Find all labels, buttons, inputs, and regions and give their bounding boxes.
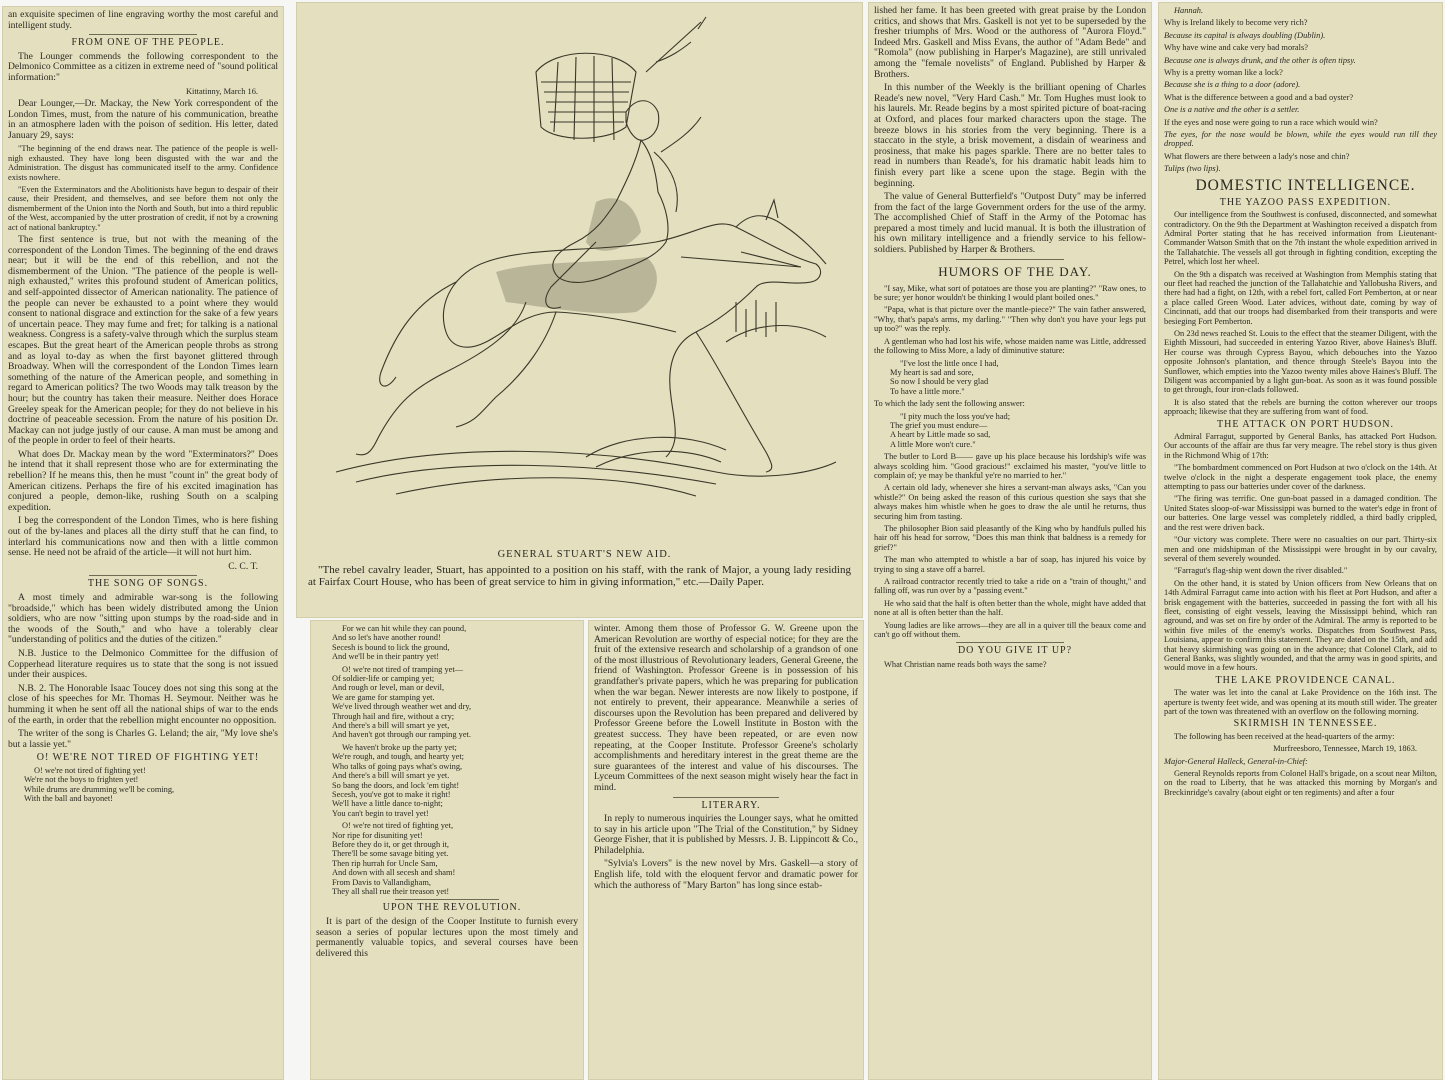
- riddle-answer-0: Hannah.: [1174, 6, 1204, 15]
- paragraph-1: The first sentence is true, but not with the meaning of the correspondent of the London Times. The beginning of the end draws near; but it will be the end of this rebellion, and not the dismemberment of the Union. "The patience of the people is well-nigh exhausted," writes this profound student of American politics, and self-appointed dissector of American nationality. The patience of the people can never be exhausted to a point where they would consent to national disgrace and extinction for the sake of a few years of uncertain peace. They may fume and fret; for talking is a national weakness. Congress is a safety-valve through which the surplus steam escapes. But the great heart of the American people throbs as strong and as loyal to-day as when the first bayonet glittered through Broadway. When will the correspondent of the London Times learn something of the nature of the American people, and something in regard to American politics? The two Woods may talk treason by the hour; but the country has taken their measure. Neither does Horace Greeley speak for the American people; for they do not believe in his doctrine of peaceable secession. From the nature of his position Dr. Mackay can not judge justly of our cause. A man must be among and of the people in order to feel of their hearts.: [8, 234, 278, 447]
- shading: [496, 198, 657, 313]
- divider: [956, 259, 1065, 260]
- stanza-3: We haven't broke up the party yet; We're rough, and tough, and hearty yet; Who talks of going pays what's owing, And there's a bill will smart ye yet. So bang the doors, and lock 'em tight! Secesh, you've got to make it right! We'll have a little dance to-night; You can't begin to travel yet!: [332, 742, 464, 818]
- riddle-a3: Because she is a thing to a door (adore).: [1164, 80, 1301, 90]
- reade-text: In this number of the Weekly is the brilliant opening of Charles Reade's new novel, "Very Hard Cash." Mr. Tom Hughes must look to his laurels. Mr. Reade begins by a most spirited picture of boat-racing at Oxford, and places four marked characters upon the stage. The breeze blows in his stories from the very beginning. There is a staccato in the style, a brisk movement, a disdain of weariness and prosiness, that make his pages sparkle. There are no better tales to read in numbers than Reade's, for his dramatic habit leads him to finish every part like a scene upon the stage. Begin with the beginning.: [874, 82, 1146, 189]
- yazoo-2: On the 9th a dispatch was received at Washington from Memphis stating that our fleet had reached the junction of the Tallahatchie and Yallobusha Rivers, and there had had a fight, on 12th, with a rebel fort, called Fort Pemberton, at or near a place called Green Wood. Later advices, without date, coming by way of Cincinnati, add that our troops had disembarked from their transports and were besieging Fort Pemberton.: [1164, 269, 1437, 326]
- song-lines: O! we're not tired of fighting yet! We're not the boys to frighten yet! While drums are drumming we'll be coming, With the ball and bayonet!: [24, 765, 175, 803]
- riddle-a4: One is a native and the other is a settler.: [1164, 105, 1300, 115]
- rider-figure: [626, 101, 659, 141]
- humor-8: The man who attempted to whistle a bar of soap, has injured his voice by trying to sing a stave off a barrel.: [874, 555, 1146, 574]
- clipping-column-3: [588, 620, 864, 1080]
- riddle-a2: Because one is always drunk, and the other is often tipsy.: [1164, 55, 1356, 65]
- illustration-title: GENERAL STUART'S NEW AID.: [497, 549, 672, 560]
- skirmish-dateline: Murfreesboro, Tennessee, March 19, 1863.: [1273, 744, 1417, 754]
- illustration-caption: "The rebel cavalry leader, Stuart, has appointed to a position on his staff, with the rank of Major, a young lady residing at Fairfax Court House, who has been of great service to him in giving information," etc.—Daily Paper.: [308, 563, 851, 588]
- hudson-5: "Farragut's flag-ship went down the river disabled.": [1174, 566, 1348, 576]
- heading-domestic-intelligence: DOMESTIC INTELLIGENCE.: [1195, 176, 1416, 194]
- heading-literary: LITERARY.: [701, 799, 761, 811]
- heading-do-you-give-it-up: DO YOU GIVE IT UP?: [957, 645, 1073, 657]
- riddle-q1: Why is Ireland likely to become very rich?: [1164, 18, 1308, 28]
- signature: C. C. T.: [228, 560, 258, 572]
- clipping-column-5: [1158, 2, 1443, 1080]
- sub-yazoo: THE YAZOO PASS EXPEDITION.: [1219, 196, 1392, 208]
- sub-skirmish: SKIRMISH IN TENNESSEE.: [1233, 718, 1378, 730]
- hudson-6: On the other hand, it is stated by Union officers from New Orleans that on 14th Admiral Farragut came into action with his fleet at Port Hudson, and after a brisk engagement with the batteries, succeeded in passing the fort with all his fleet, consisting of eight vessels, leaving the Mississippi behind, which ran aground, and was set on fire by order of the Admiral. The army is reported to be within five miles of the enemy's works. Dispatches from Southwest Pass, Louisiana, appear to confirm this statement. They are dated on the 15th, and add that heavy skirmishing was going on in the advance; that Colonel Clark, aid to General Banks, was slightly wounded, and that the army was in good spirits, and would move in a few hours.: [1164, 578, 1437, 673]
- gaskell-continued: lished her fame. It has been greeted with great praise by the London critics, and shows that Mrs. Gaskell is not yet to be superseded by the fresher triumphs of Mrs. Wood or the authoress of "Aurora Floyd." Indeed Mrs. Gaskell and Miss Evans, the author of "Adam Bede" and "Romola" (now publishing in Harper's Magazine), are still unrivaled among the "female novelists" of England. Published by Harper & Brothers.: [874, 5, 1146, 80]
- humor-6: A certain old lady, whenever she hires a servant-man always asks, "Can you whistle?" On being asked the reason of this curious question she says that she always makes him whistle when he goes to draw the ale until he returns, thus securing him from tasting.: [874, 483, 1146, 521]
- riddle-q2: Why have wine and cake very bad morals?: [1164, 43, 1308, 53]
- skirmish-1: The following has been received at the head-quarters of the army:: [1174, 731, 1395, 741]
- humor-verse-1: "I've lost the little once I had, My heart is sad and sore, So now I should be very glad To have a little more.": [890, 358, 999, 396]
- song-intro: A most timely and admirable war-song is the following "broadside," which has been widely distributed among the Union soldiers, who are now "sitting upon stumps by the road-side and in the woods of the South," and who have a tolerably clear "understanding of politics and the duties of the citizen.": [8, 592, 278, 646]
- humor-verse-2: "I pity much the loss you've had; The grief you must endure— A heart by Little made so sad, A little More won't cure.": [890, 411, 1011, 449]
- riddle-a5: The eyes, for the nose would be blown, while the eyes would run till they dropped.: [1164, 130, 1437, 149]
- humor-3: A gentleman who had lost his wife, whose maiden name was Little, addressed the following to Miss More, a lady of diminutive stature:: [874, 336, 1146, 356]
- humor-9: A railroad contractor recently tried to take a ride on a "train of thought," and falling off, was run over by a "passing event.": [874, 577, 1146, 596]
- winter-text: winter. Among them those of Professor G. W. Greene upon the American Revolution are worthy of especial notice; for they are the fruit of the extensive research and scholarship of a grandson of one of the most illustrious of Revolutionary leaders, General Greene, the friend of Washington. Professor Greene is in possession of his grandfather's private papers, which he was preparing for publication when the war began. Newer interests are now likely to postpone, if not entirely to prevent, their appearance. Meanwhile a series of discourses upon the Revolution has been prepared and delivered by Professor Greene before the Lowell Institute in Boston with the greatest success. They have been repeated, or are even now repeating, at the Cooper Institute. Professor Greene's scholarly accomplishments and hereditary interest in the great theme are the sure guarantees of the interest and value of his discourses. The Lyceum Committees of the next season might wisely hear the fact in mind.: [594, 623, 858, 793]
- humor-4: To which the lady sent the following answer:: [874, 399, 1025, 409]
- literary-1: In reply to numerous inquiries the Lounger says, what he omitted to say in his article upon "The Trial of the Constitution," by Sidney George Fisher, that it is published by Messrs. J. B. Lippincott & Co., Philadelphia.: [594, 813, 858, 856]
- hudson-2: "The bombardment commenced on Port Hudson at two o'clock on the 14th. At twelve o'clock in the night a desperate engagement took place, the enemy attempting to pass our batteries under cover of the darkness.: [1164, 463, 1437, 492]
- divider: [89, 34, 197, 35]
- quote-1: "The beginning of the end draws near. The patience of the people is well-nigh exhausted. They have long been disgusted with the war and the Administration. The disgust has communicated itself to the army. Confidence exists nowhere.: [8, 144, 278, 182]
- paragraph-2: What does Dr. Mackay mean by the word "Exterminators?" Does he intend that it shall represent those who are for exterminating the rebellion? If he means this, then he must "count in" the great body of American citizens. Perhaps the fire of his excited imagination has conjured a people, demon-like, rushing South on a scalping expedition.: [8, 448, 278, 513]
- riddle-q4: What is the difference between a good and a bad oyster?: [1164, 92, 1354, 102]
- illustration-clipping: [296, 2, 863, 618]
- song-writer: The writer of the song is Charles G. Leland; the air, "My love she's but a lassie yet.": [8, 728, 278, 750]
- yazoo-1: Our intelligence from the Southwest is confused, disconnected, and somewhat contradictory. On the 9th the Department at Washington received a dispatch from Admiral Porter stating that he has received information from Lieutenant-Commander Watson Smith that on the 7th instant the whole expedition arrived in the Tallahatchie. The vessels all got through in fighting condition, excepting the Petrel, which lost her wheel.: [1164, 210, 1437, 267]
- humor-11: Young ladies are like arrows—they are all in a quiver till the beaux come and can't go off without them.: [874, 620, 1146, 640]
- song-title: O! WE'RE NOT TIRED OF FIGHTING YET!: [36, 752, 260, 764]
- divider: [956, 642, 1065, 643]
- riddle-a6: Tulips (two lips).: [1164, 164, 1221, 174]
- sub-port-hudson: THE ATTACK ON PORT HUDSON.: [1217, 418, 1394, 430]
- stanza-2: O! we're not tired of tramping yet— Of soldier-life or camping yet; And rough or level, man or devil, We are game for stamping yet. We've lived through weather wet and dry, Through hail and fire, without a cry; And there's a bill will smart ye yet, And haven't got through our ramping yet.: [332, 664, 472, 740]
- intro-text: The Lounger commends the following correspondent to the Delmonico Committee as a citizen in extreme need of "sound political information:": [8, 50, 278, 83]
- yazoo-4: It is also stated that the rebels are burning the cotton wherever our troops approach; likewise that they are suffering from want of food.: [1164, 397, 1437, 417]
- divider: [395, 899, 500, 900]
- nb-1: N.B. Justice to the Delmonico Committee for the diffusion of Copperhead literature requires us to state that the song is not issued under their auspices.: [8, 647, 278, 681]
- humor-10: He who said that the half is often better than the whole, might have added that none at all is often better than the half.: [874, 598, 1146, 618]
- skirmish-2: General Reynolds reports from Colonel Hall's brigade, on a scout near Milton, on the road to Liberty, that he was attacked this morning by Morgan's and Breckinridge's cavalry (about eight or ten regiments) and after a four: [1164, 769, 1437, 797]
- heading-upon-the-revolution: UPON THE REVOLUTION.: [382, 902, 522, 914]
- ground-hatching: [336, 451, 836, 476]
- revolution-text: It is part of the design of the Cooper Institute to furnish every season a series of popular lectures upon the most timely and permanently valuable topics, and several courses have been delivered this: [316, 915, 578, 959]
- riddle-1: What Christian name reads both ways the same?: [884, 660, 1047, 670]
- sub-lake-providence: THE LAKE PROVIDENCE CANAL.: [1215, 674, 1396, 686]
- stuart-aid-engraving: [296, 2, 863, 550]
- humor-5: The butler to Lord B—— gave up his place because his lordship's wife was always scolding him. "Good gracious!" exclaimed his master, "you've little to complain of; ye may be thankful ye're no married to her.": [874, 452, 1146, 480]
- humor-7: The philosopher Bion said pleasantly of the King who by handfuls pulled his hair off his head for sorrow, "Does this man think that baldness is a remedy for grief?": [874, 524, 1146, 552]
- humor-1: "I say, Mike, what sort of potatoes are those you are planting?" "Raw ones, to be sure; yer honor wouldn't be thinking I would plant boiled ones.": [874, 283, 1146, 303]
- riddle-q5: If the eyes and nose were going to run a race which would win?: [1164, 117, 1378, 127]
- riddle-a1: Because its capital is always doubling (Dublin).: [1164, 30, 1326, 40]
- stanza-1: For we can hit while they can pound, And so let's have another round! Secesh is bound to lick the ground, And we'll be in their pantry yet!: [332, 624, 467, 662]
- riddle-q3: Why is a pretty woman like a lock?: [1164, 68, 1283, 78]
- yazoo-3: On 23d news reached St. Louis to the effect that the steamer Diligent, with the Eighth Missouri, had succeeded in entering Yazoo River, above Haines's Bluff. Her course was through Cypress Bayou, which debouches into the Yazoo opposite Johnson's plantation, and thence through Steele's Bayou into the Sunflower, which empties into the Yazoo twenty miles above Haines's Bluff. The Diligent was accompanied by a light gun-boat. As soon as it was found possible to get through, four iron-clads followed.: [1164, 328, 1437, 395]
- humor-2: "Papa, what is that picture over the mantle-piece?" The vain father answered, "Why, that's papa's arms, my darling." "Then why don't you have your legs put up too?" was the reply.: [874, 305, 1146, 334]
- riddle-q6: What flowers are there between a lady's nose and chin?: [1164, 151, 1350, 161]
- heading-humors-of-the-day: HUMORS OF THE DAY.: [938, 263, 1092, 279]
- dateline: Kittatinny, March 16.: [185, 86, 258, 96]
- horse-body: [356, 224, 821, 472]
- canal-text: The water was let into the canal at Lake Providence on the 16th inst. The aperture is twenty feet wide, and was opening at its mouth still wider. The greater part of the town was threatened with an overflow on the following morning.: [1164, 688, 1437, 716]
- heading-song-of-songs: THE SONG OF SONGS.: [87, 578, 209, 590]
- butterfield-text: The value of General Butterfield's "Outpost Duty" may be inferred from the fact of the large Government orders for the use of the army. The accomplished Chief of Staff in the Army of the Potomac has prepared a most timely and lucid manual. It is both the illustration of his own military intelligence and a friendly service to his fellow-soldiers. Published by Harper & Brothers.: [874, 191, 1146, 256]
- hudson-4: "Our victory was complete. There were no casualties on our part. Thirty-six men and one midshipman of the Mississippi were brought in by our cavalry, several of them severely wounded.: [1164, 535, 1437, 563]
- hatbox: [536, 53, 636, 138]
- skirmish-to: Major-General Halleck, General-in-Chief:: [1164, 756, 1308, 766]
- nb-2: N.B. 2. The Honorable Isaac Toucey does not sing this song at the close of his speeches for Mr. Thomas H. Seymour. Neither was he humming it when he sent off all the national ships of war to the ends of the earth, in order that the rebellion might encounter no opposition.: [8, 682, 278, 726]
- heading-from-one-of-the-people: FROM ONE OF THE PEOPLE.: [71, 37, 225, 49]
- quote-2: "Even the Exterminators and the Abolitionists have begun to despair of their cause, their President, and themselves, and see before them not only the dismemberment of the Union into the North and South, but into a third republic of the West, accompanied by the utter prostration of credit, if not by a crowning act of national bankruptcy.": [8, 184, 278, 232]
- divider: [673, 797, 779, 798]
- paragraph-3: I beg the correspondent of the London Times, who is here fishing out of the by-lanes and places all the dirty stuff that he can find, to interlard his communications now and then with a little common sense. He need not be afraid of the article—it will not hurt him.: [8, 515, 278, 559]
- divider: [89, 575, 197, 576]
- top-fragment: an exquisite specimen of line engraving worthy the most careful and intelligent study.: [8, 9, 278, 31]
- literary-2: "Sylvia's Lovers" is the new novel by Mrs. Gaskell—a story of English life, told with the eloquent fervor and dramatic power for which the authoress of "Mary Barton" has long since estab-: [594, 858, 858, 891]
- clipping-column-4: [868, 2, 1152, 1080]
- background-figures: [736, 300, 776, 337]
- clipping-column-1: [2, 6, 284, 1080]
- hudson-1: Admiral Farragut, supported by General Banks, has attacked Port Hudson. Our accounts of the affair are thus far very meagre. The rebel story is thus given in the Richmond Whig of 17th:: [1164, 432, 1437, 460]
- letter-opening: Dear Lounger,—Dr. Mackay, the New York correspondent of the London Times, must, from the nature of his communication, breathe in an atmosphere laden with the poison of sedition. His letter, dated January 29, says:: [8, 97, 278, 141]
- hudson-3: "The firing was terrific. One gun-boat passed in a damaged condition. The United States sloop-of-war Mississippi was burned to the water's edge in front of our batteries. One large vessel was completely riddled, a third badly crippled, and the rest were driven back.: [1164, 494, 1437, 532]
- stanza-4: O! we're not tired of fighting yet, Nor ripe for disuniting yet! Before they do it, or get through it, There'll be some savage biting yet. Then rip hurrah for Uncle Sam, And down with all secesh and sham! From Davis to Vallandigham, They all shall rue their treason yet!: [332, 821, 456, 896]
- clipping-column-2: [310, 620, 584, 1080]
